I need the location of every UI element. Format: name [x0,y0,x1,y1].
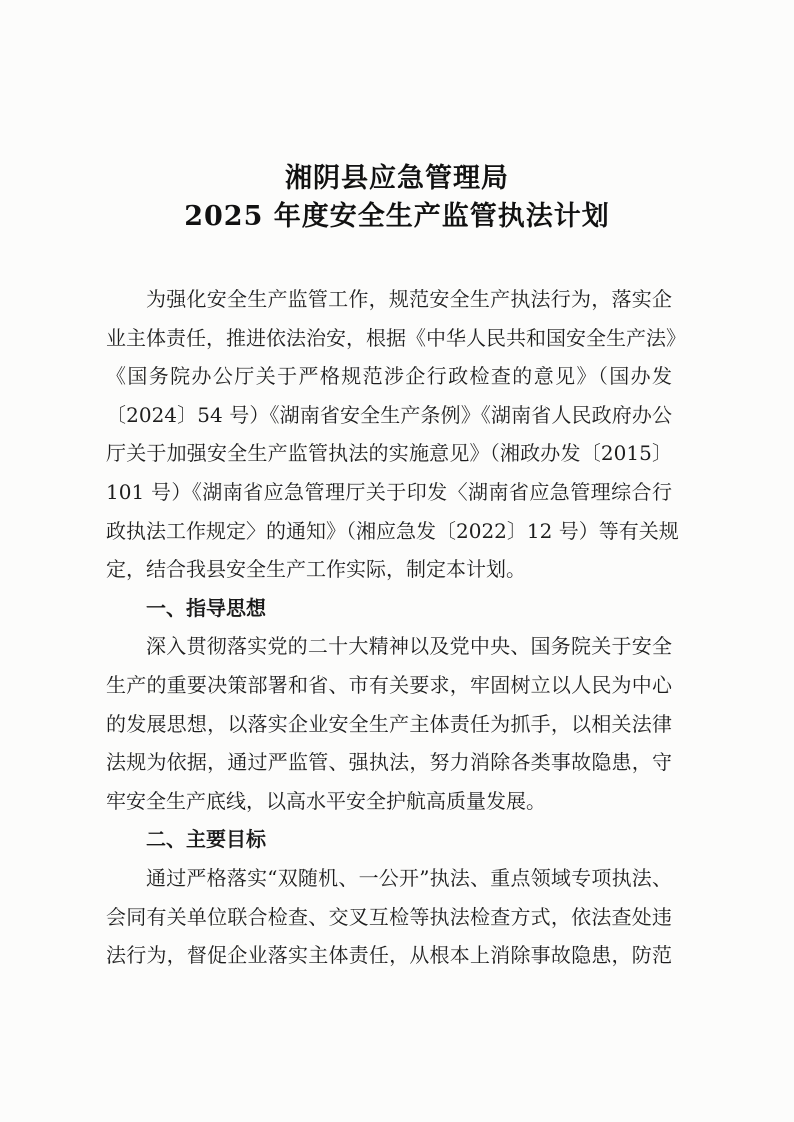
paragraph-line: 深入贯彻落实党的二十大精神以及党中央、国务院关于安全 [146,634,672,659]
main-goals-paragraph [106,859,672,975]
paragraph-line: 通过严格落实“双随机、一公开”执法、重点领域专项执法、 [146,865,672,890]
paragraph-line: 法行为，督促企业落实主体责任，从根本上消除事故隐患，防范 [106,943,672,968]
intro-line: 定，结合我县安全生产工作实际，制定本计划。 [106,557,526,582]
intro-line: 为强化安全生产监管工作，规范安全生产执法行为，落实企 [146,287,672,311]
title-line-plan: 2025 年度安全生产监管执法计划 [184,201,610,232]
paragraph-line: 法规为依据，通过严监管、强执法，努力消除各类事故隐患，守 [106,750,672,775]
document-title [0,160,794,236]
intro-line: 〔2024〕54 号）《湖南省安全生产条例》《湖南省人民政府办公 [106,402,672,427]
intro-line: 业主体责任，推进依法治安，根据《中华人民共和国安全生产法》 [106,325,686,350]
intro-line: 101 号）《湖南省应急管理厅关于印发〈湖南省应急管理综合行 [106,479,672,504]
section-heading-main-goals: 二、主要目标 [146,827,266,852]
intro-line: 《国务院办公厅关于严格规范涉企行政检查的意见》（国办发 [106,364,672,389]
paragraph-line: 生产的重要决策部署和省、市有关要求，牢固树立以人民为中心 [106,672,672,697]
title-line-agency: 湘阴县应急管理局 [285,163,509,194]
intro-paragraph [106,280,686,589]
intro-line: 政执法工作规定〉的通知》（湘应急发〔2022〕12 号）等有关规 [106,518,679,543]
intro-line: 厅关于加强安全生产监管执法的实施意见》（湘政办发〔2015〕 [106,441,672,466]
paragraph-line: 牢安全生产底线，以高水平安全护航高质量发展。 [106,788,546,813]
paragraph-line: 的发展思想，以落实企业安全生产主体责任为抓手，以相关法律 [106,711,672,736]
paragraph-line: 会同有关单位联合检查、交叉互检等执法检查方式，依法查处违 [106,904,672,929]
guiding-ideology-paragraph [106,627,672,820]
section-heading-guiding-ideology: 一、指导思想 [146,595,266,620]
document-body [106,280,686,975]
